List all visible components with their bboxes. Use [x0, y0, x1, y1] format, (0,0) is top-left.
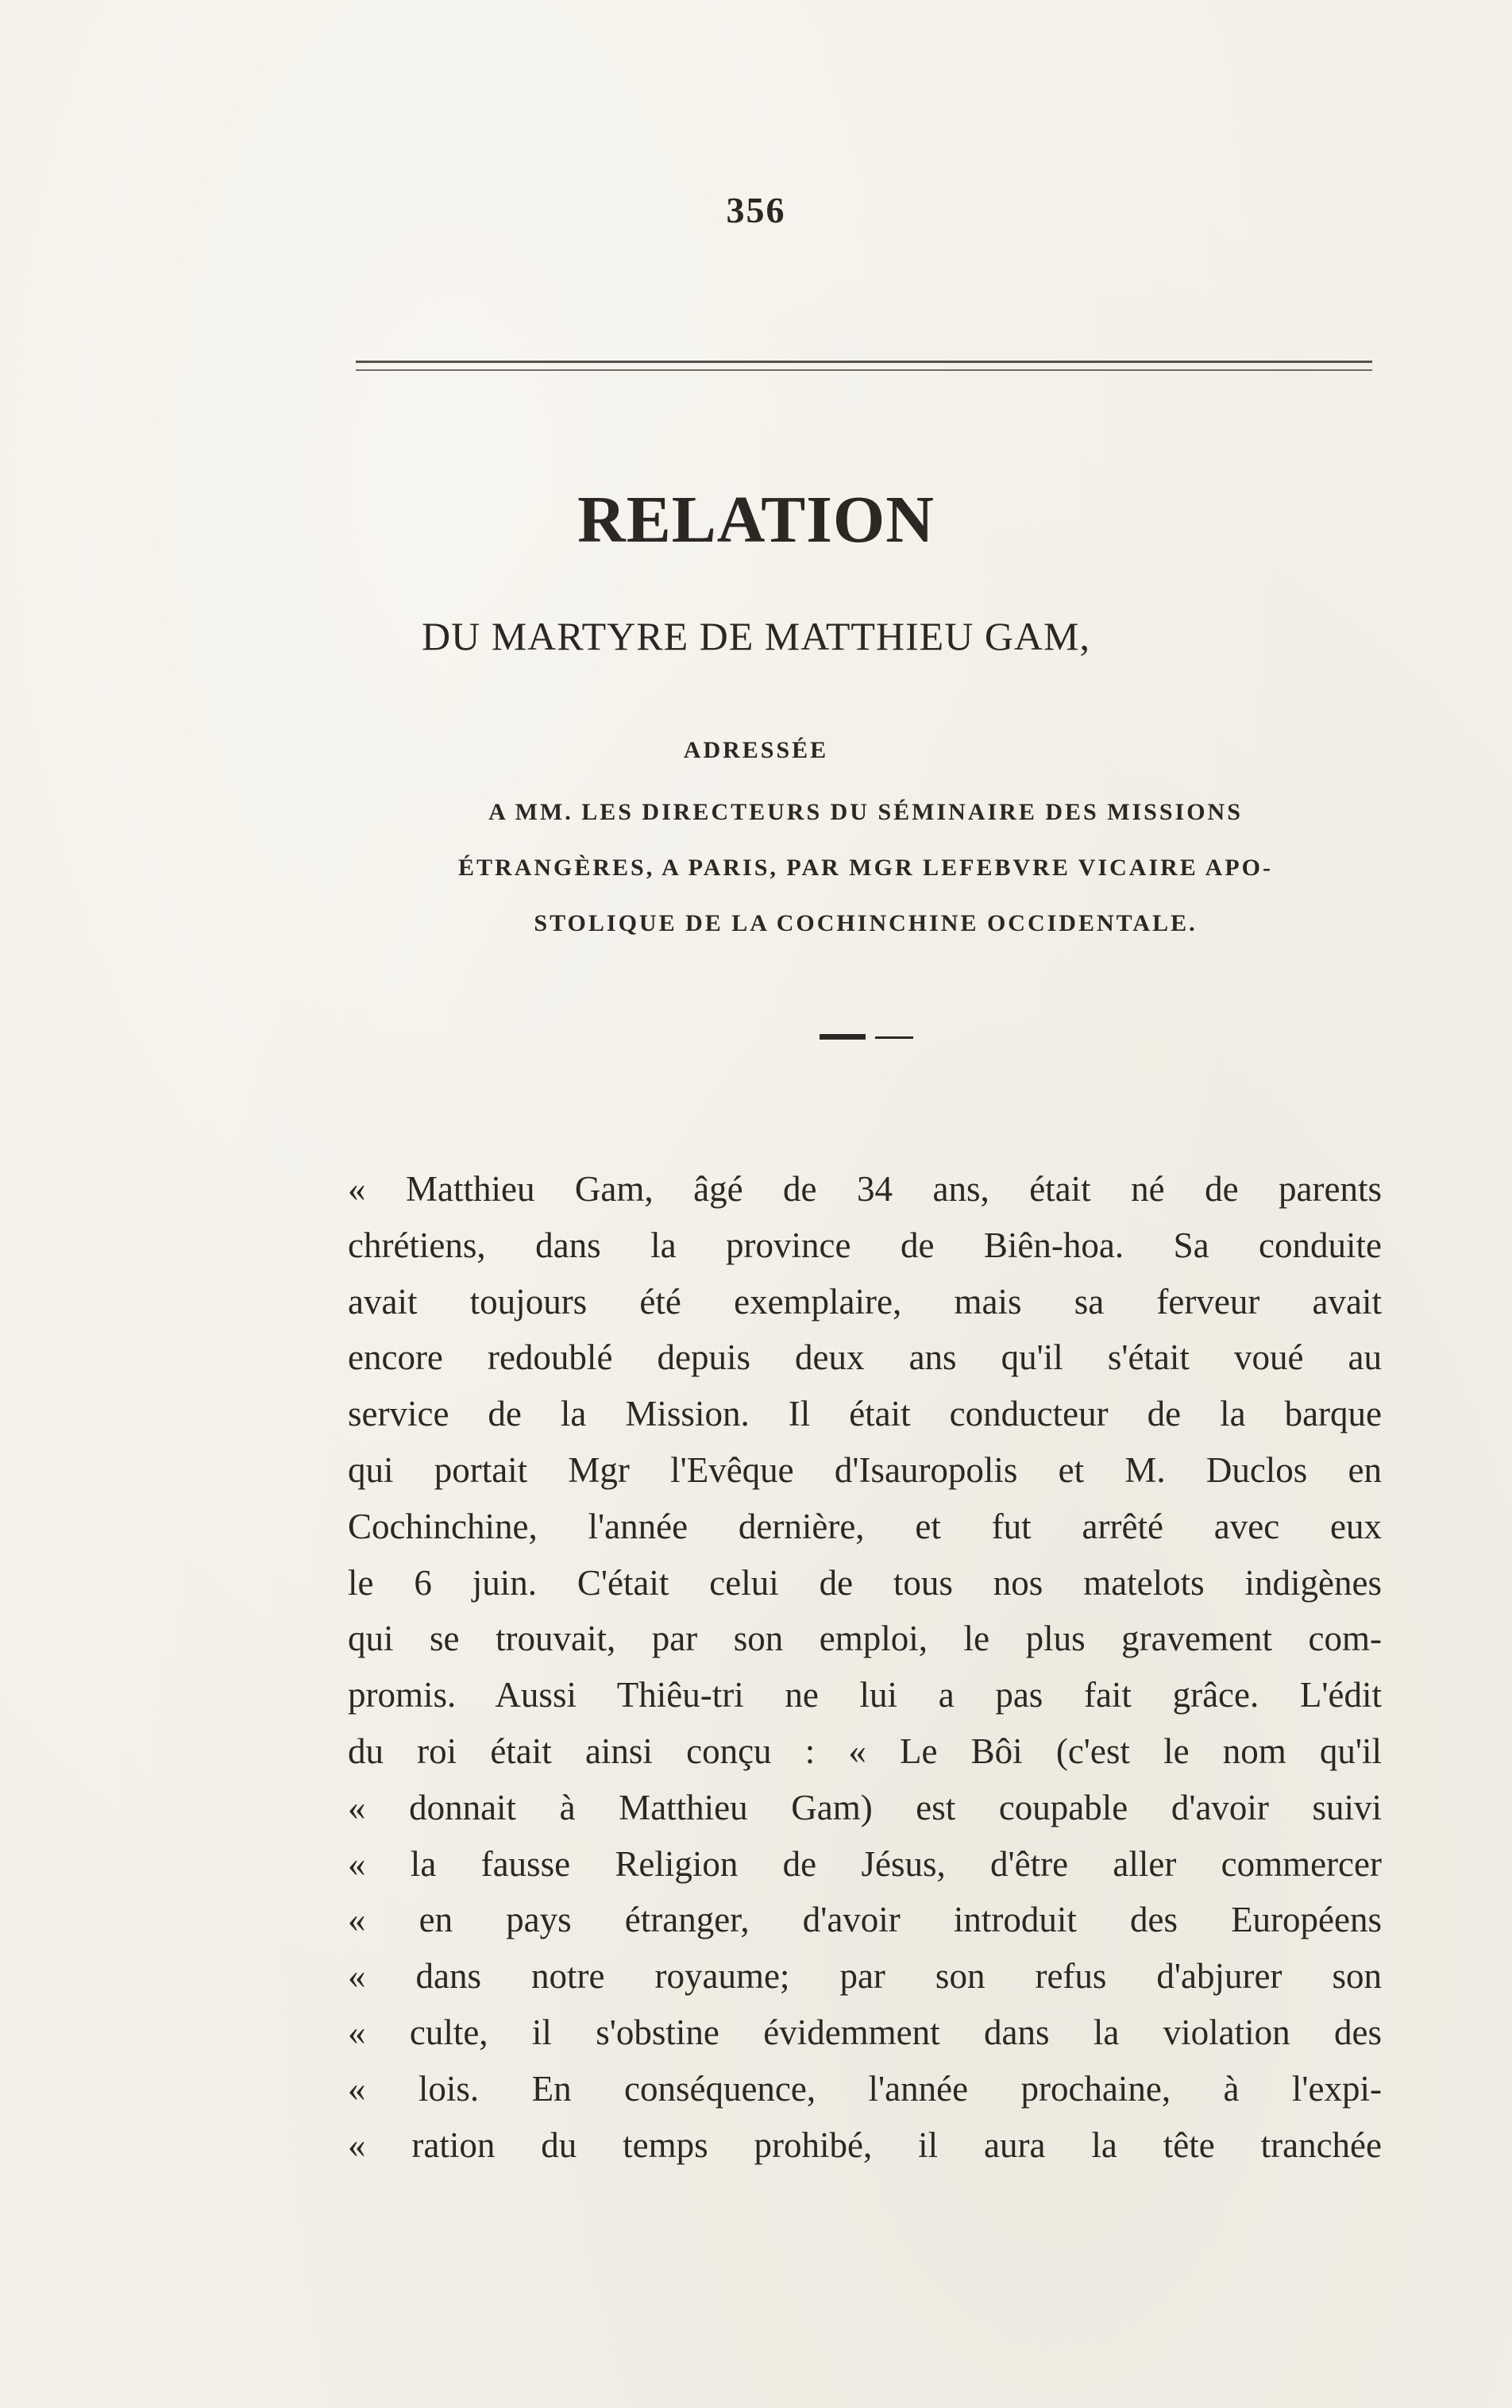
body-line: « culte, il s'obstine évidemment dans la violation des	[348, 2012, 1382, 2052]
body-line: « Matthieu Gam, âgé de 34 ans, était né de parents	[348, 1169, 1382, 1209]
body-line: le 6 juin. C'était celui de tous nos matelots indigènes	[348, 1562, 1382, 1603]
section-ornament	[820, 1034, 913, 1040]
body-line: qui se trouvait, par son emploi, le plus gravement com-	[348, 1619, 1382, 1659]
addressed-line: ÉTRANGÈRES, A PARIS, PAR MGR LEFEBVRE VICAIRE APO-	[458, 855, 1273, 881]
body-line: du roi était ainsi conçu : « Le Bôi (c'est le nom qu'il	[348, 1731, 1382, 1771]
body-line: service de la Mission. Il était conducteur de la barque	[348, 1394, 1382, 1434]
body-line: encore redoublé depuis deux ans qu'il s'était voué au	[348, 1337, 1382, 1378]
body-paragraph	[348, 1161, 1382, 2173]
body-line: « dans notre royaume; par son refus d'abjurer son	[348, 1956, 1382, 1997]
addressed-line: STOLIQUE DE LA COCHINCHINE OCCIDENTALE.	[534, 910, 1198, 936]
ornament-dash	[875, 1036, 913, 1039]
body-line: « donnait à Matthieu Gam) est coupable d'avoir suivi	[348, 1787, 1382, 1827]
body-line: « lois. En conséquence, l'année prochaine, à l'expi-	[348, 2068, 1382, 2109]
ornament-dash	[820, 1034, 866, 1040]
body-line: Cochinchine, l'année dernière, et fut arrêté avec eux	[348, 1506, 1382, 1546]
page-subtitle: DU MARTYRE DE MATTHIEU GAM,	[421, 614, 1090, 658]
addressed-line: A MM. LES DIRECTEURS DU SÉMINAIRE DES MISSIONS	[488, 799, 1243, 825]
body-line: qui portait Mgr l'Evêque d'Isauropolis et M. Duclos en	[348, 1449, 1382, 1490]
header-rule	[356, 361, 1372, 371]
body-line: promis. Aussi Thiêu-tri ne lui a pas fait grâce. L'édit	[348, 1675, 1382, 1715]
body-line: « ration du temps prohibé, il aura la tête tranchée	[348, 2124, 1382, 2165]
page-title: RELATION	[577, 483, 935, 557]
body-line: chrétiens, dans la province de Biên-hoa. Sa conduite	[348, 1225, 1382, 1265]
body-line: « la fausse Religion de Jésus, d'être aller commercer	[348, 1843, 1382, 1884]
body-line: « en pays étranger, d'avoir introduit des Européens	[348, 1900, 1382, 1940]
addressed-block	[429, 785, 1302, 951]
addressed-heading: ADRESSÉE	[683, 737, 829, 763]
page-number: 356	[726, 190, 786, 230]
body-line: avait toujours été exemplaire, mais sa ferveur avait	[348, 1281, 1382, 1322]
